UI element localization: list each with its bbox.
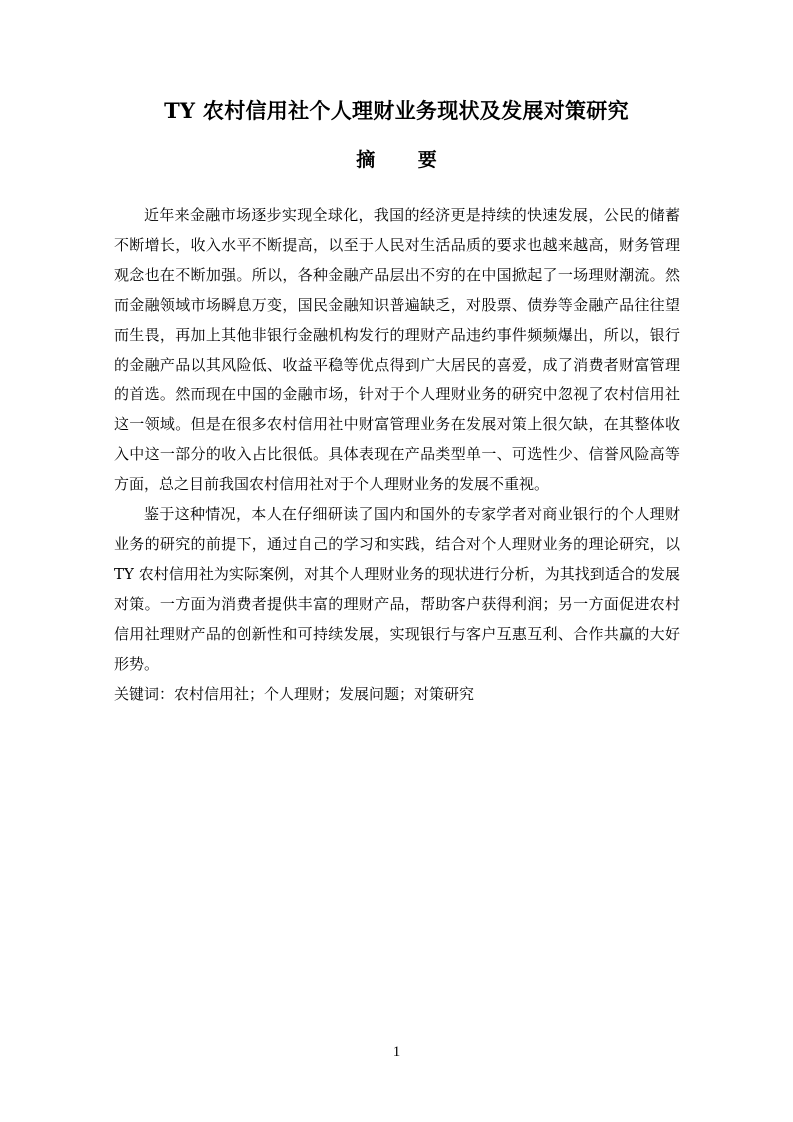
abstract-paragraph-1: 近年来金融市场逐步实现全球化，我国的经济更是持续的快速发展，公民的储蓄不断增长，收入水平不断提高，以至于人民对生活品质的要求也越来越高，财务管理观念也在不断加强。所以，各种金融产品层出不穷的在中国掀起了一场理财潮流。然而金融领域市场瞬息万变，国民金融知识普遍缺乏，对股票、债券等金融产品往往望而生畏，再加上其他非银行金融机构发行的理财产品违约事件频频爆出，所以，银行的金融产品以其风险低、收益平稳等优点得到广大居民的喜爱，成了消费者财富管理的首选。然而现在中国的金融市场，针对于个人理财业务的研究中忽视了农村信用社这一领域。但是在很多农村信用社中财富管理业务在发展对策上很欠缺，在其整体收入中这一部分的收入占比很低。具体表现在产品类型单一、可选性少、信誉风险高等方面，总之目前我国农村信用社对于个人理财业务的发展不重视。	[114, 206, 680, 494]
abstract-body	[114, 201, 680, 709]
abstract-paragraph-2: 鉴于这种情况，本人在仔细研读了国内和国外的专家学者对商业银行的个人理财业务的研究的前提下，通过自己的学习和实践，结合对个人理财业务的理论研究，以 TY 农村信用社为实际案例，对其个人理财业务的现状进行分析，为其找到适合的发展对策。一方面为消费者提供丰富的理财产品，帮助客户获得利润；另一方面促进农村信用社理财产品的创新性和可持续发展，实现银行与客户互惠互利、合作共赢的大好形势。	[114, 505, 680, 673]
document-title: TY 农村信用社个人理财业务现状及发展对策研究	[164, 98, 629, 123]
keywords-line: 关键词：农村信用社；个人理财；发展问题；对策研究	[114, 684, 475, 703]
page-number: 1	[392, 1044, 401, 1060]
abstract-heading: 摘 要	[356, 149, 455, 171]
